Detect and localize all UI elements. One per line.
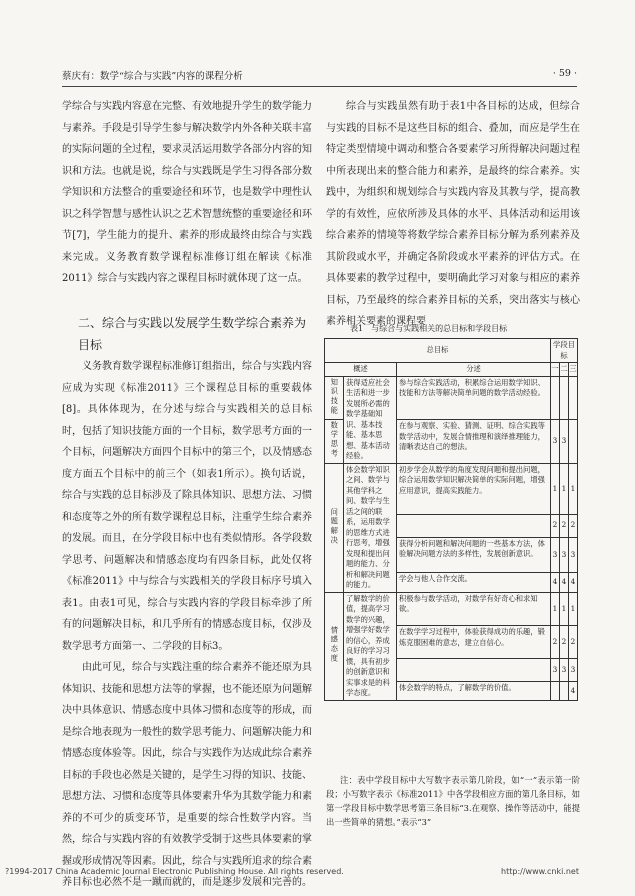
copyright-text: ?1994-2017 China Academic Journal Electronic Publishing House. All rights reserved. [5,867,344,876]
detail-cell: 在数学学习过程中，体验获得成功的乐趣，锻炼克服困难的意志，建立自信心。 [397,626,551,659]
header-overview: 概述 [325,363,397,377]
stage-cell: 2 [551,514,560,537]
table-row [325,463,578,514]
detail-cell [397,514,551,537]
header-detail: 分述 [397,363,551,377]
stage-cell: 1 [560,463,569,514]
header-rule [62,86,577,87]
stage-cell [560,376,569,420]
stage-cell [569,420,578,464]
group-problem: 问题解决 [325,463,344,592]
stage-cell: 2 [560,626,569,659]
stage-cell: 3 [569,659,578,682]
stage-cell: 3 [560,537,569,572]
stage-cell: 3 [560,659,569,682]
stage-cell: 1 [551,463,560,514]
overview-c: 了解数学的价值，提高学习数学的兴趣，增强学好数学的信心，养成良好的学习习惯，具有初步的创新意识和实事求是的科学态度。 [344,592,397,700]
page-footer [0,867,635,881]
paragraph: 综合与实践虽然有助于表1中各目标的达成，但综合与实践的目标不是这些目标的组合、叠加，而应是学生在特定类型情境中调动和整合各要素学习所得解决问题过程中所表现出来的整合能力和素养，是最终的综合素养。实践中，为组织和规划综合与实践内容及其教与学，提高教学的有效性，应依所涉及具体的水平、具体活动和运用该综合素养的情境等将数学综合素养目标分解为系列素养及其阶段或水平，并确定各阶段或水平素养的评估方式。在具体要素的教学过程中，要明确此学习对象与相应的素养目标，乃至最终的综合素养目标的关系，突出落实与核心素养相关要素的课程要 [326,101,580,327]
detail-cell: 学会与他人合作交流。 [397,573,551,593]
stage-cell: 2 [551,626,560,659]
detail-cell [397,659,551,682]
group-knowledge: 知识技能 [325,376,344,420]
detail-cell: 在参与观察、实验、猜测、证明、综合实践等数学活动中，发展合情推理和演绎推理能力，清晰表达自己的想法。 [397,420,551,464]
group-attitude: 情感态度 [325,592,344,700]
detail-cell: 参与综合实践活动，积累综合运用数学知识、技能和方法等解决简单问题的数学活动经验。 [397,376,551,420]
header-stage-3: 三 [569,363,578,377]
header-stage-2: 二 [560,363,569,377]
paragraph: 义务教育数学课程标准修订组指出，综合与实践内容应成为实现《标准2011》三个课程总目标的重要载体[8]。具体体现为，在分述与综合与实践相关的总目标时，包括了知识技能方面的一个目标，数学思考方面的一个目标，问题解决方面四个目标中的第三个，以及情感态度方面五个目标中的前三个（如表1所示）。换句话说，综合与实践的总目标涉及了除具体知识、思想方法、习惯和态度等之外的所有数学课程总目标，注重学生综合素养的发展。而且，在分学段目标中也有类似情形。各学段数学思考、问题解决和情感态度均有四条目标，此处仅将《标准2011》中与综合与实践相关的学段目标序号填入表1。由表1可见，综合与实践内容的学段目标牵涉了所有的问题解决目标，和几乎所有的情感态度目标，仅涉及数学思考方面第一、二学段的目标3。 [62,361,312,652]
goals-table [324,338,578,701]
left-column-top [62,96,312,290]
paragraph: 由此可见，综合与实践注重的综合素养不能还原为具体知识、技能和思想方法等的掌握，也不能还原为问题解决中具体意识、情感态度中具体习惯和态度等的形成，而是综合地表现为一般性的数学思考能力、问题解决能力和情感态度体验等。因此，综合与实践作为达成此综合素养目标的手段也必然是关键的，是学生习得的知识、技能、思想方法、习惯和态度等具体要素升华为其数学能力和素养的不可少的质变环节，是重要的综合性数学内容。当然，综合与实践内容的有效教学受制于这些具体要素的掌握或形成情况等因素。因此，综合与实践所追求的综合素养目标也必然不是一蹴而就的，而是逐步发展和完善的。 [62,662,312,888]
header-total-goal: 总目标 [325,339,551,363]
running-title: 蔡庆有：数学“综合与实践”内容的课程分析 [62,71,243,82]
stage-cell: 3 [551,537,560,572]
left-column-body [62,356,312,894]
table-note: 注：表中学段目标中大写数字表示第几阶段，如“一”表示第一阶段；小写数字表示《标准2011》中各学段相应方面的第几条目标，如第一学段目标中数学思考第三条目标“3.在观察、操作等活动中，能提出一些简单的猜想。”表示“3” [326,775,580,827]
overview-b: 体会数学知识之间、数学与其他学科之间、数学与生活之间的联系，运用数学的思维方式进行思考，增强发现和提出问题的能力、分析和解决问题的能力。 [344,463,397,592]
detail-cell: 积极参与数学活动，对数学有好奇心和求知欲。 [397,592,551,625]
header-stage-1: 一 [551,363,560,377]
stage-cell: 3 [560,420,569,464]
stage-cell: 3 [551,659,560,682]
table-header-row [325,339,578,363]
stage-cell: 2 [569,514,578,537]
stage-cell: 4 [560,573,569,593]
stage-cell: 4 [551,573,560,593]
stage-cell [551,376,560,420]
detail-cell: 体会数学的特点，了解数学的价值。 [397,682,551,701]
detail-cell: 初步学会从数学的角度发现问题和提出问题，综合运用数学知识解决简单的实际问题，增强应用意识，提高实践能力。 [397,463,551,514]
header-stage-goal: 学段目标 [551,339,578,363]
table-header-row [325,363,578,377]
paragraph: 学综合与实践内容意在完整、有效地提升学生的数学能力与素养。手段是引导学生参与解决数学内外各种关联丰富的实际问题的全过程，要求灵活运用数学各部分内容的知识和方法。也就是说，综合与实践既是学生习得各部分数学知识和方法整合的重要途径和环节，也是数学中理性认识之科学智慧与感性认识之艺术智慧统整的重要途径和环节[7]，学生能力的提升、素养的形成最终由综合与实践来完成。义务教育数学课程标准修订组在解读《标准2011》综合与实践内容之课程目标时就体现了这一点。 [62,101,312,284]
right-column [326,96,580,333]
section-heading: 二、综合与实践以发展学生数学综合素养为目标 [78,316,307,352]
stage-cell [551,682,560,701]
stage-cell: 3 [551,420,560,464]
table-row [325,592,578,625]
site-url[interactable]: http://www.cnki.net [501,867,579,876]
running-header [62,68,577,82]
table-caption: 表1 与综合与实践相关的总目标和学段目标 [350,324,508,333]
table-row [325,376,578,420]
overview-a: 获得适应社会生活和进一步发展所必需的数学基础知识、基本技能、基本思想、基本活动经验。 [344,376,397,463]
stage-cell [560,682,569,701]
stage-cell: 4 [569,573,578,593]
stage-cell: 2 [560,514,569,537]
stage-cell: 3 [569,537,578,572]
stage-cell: 2 [569,626,578,659]
detail-cell: 获得分析问题和解决问题的一些基本方法，体验解决问题方法的多样性，发展创新意识。 [397,537,551,572]
group-thinking: 数学思考 [325,420,344,464]
stage-cell: 1 [569,592,578,625]
stage-cell: 1 [551,592,560,625]
stage-cell: 1 [560,592,569,625]
stage-cell [569,376,578,420]
stage-cell: 1 [569,463,578,514]
page-number: · 59 · [552,68,577,79]
stage-cell: 4 [569,682,578,701]
